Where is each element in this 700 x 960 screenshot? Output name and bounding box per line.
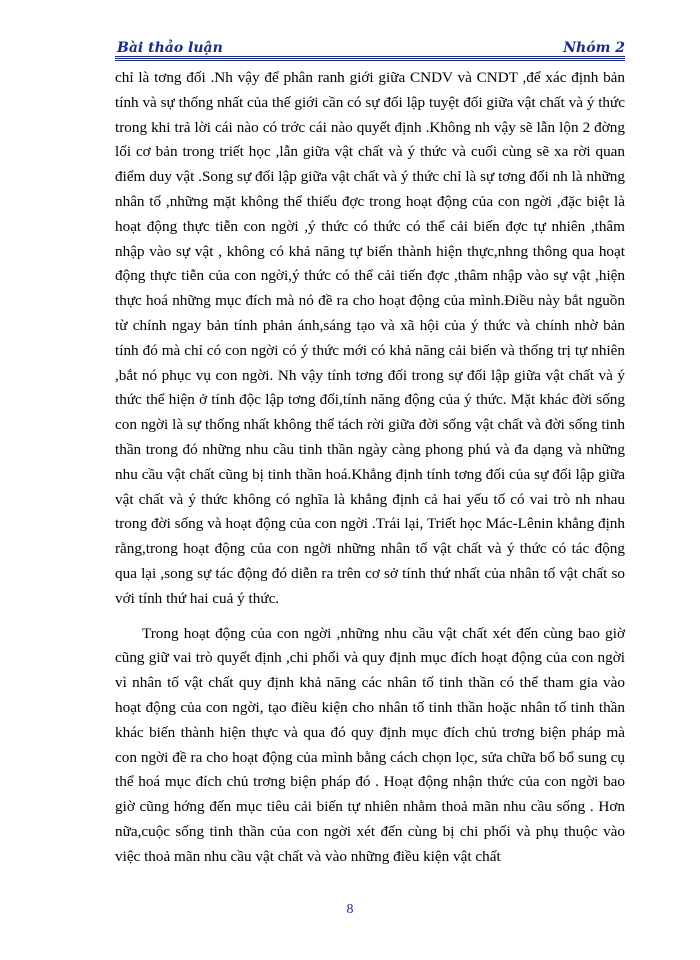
header-title-left: Bài thảo luận [117,40,223,56]
page-number: 8 [346,902,354,917]
paragraph-2: Trong hoạt động của con ngời ,những nhu cầu vật chất xét đến cùng bao giờ cũng giữ vai trò quyết định ,chi phối và quy định mục đích hoạt động của con ngời vì nhân tố vật chất quy định khả năng các nhân tố tinh thần có thể tham gia vào hoạt động của con ngời, tạo điều kiện cho nhân tố tinh thần hoặc nhân tố tinh thần khác biến thành hiện thực và qua đó quy định mục đích chủ trơng biện pháp mà con ngời đề ra cho hoạt động của mình bằng cách chọn lọc, sửa chữa bổ bổ sung cụ thể hoá mục đích chủ trơng biện pháp đó . Hoạt động nhận thức của con ngời bao giờ cũng hớng đến mục tiêu cải biến tự nhiên nhằm thoả mãn nhu cầu sống . Hơn nữa,cuộc sống tinh thần của con ngời xét đến cùng bị chi phối và phụ thuộc vào việc thoả mãn nhu cầu vật chất và vào những điều kiện vật chất [115,624,625,865]
header-divider [115,56,625,61]
paragraph-1: chỉ là tơng đối .Nh vậy để phân ranh giới giữa CNDV và CNDT ,để xác định bản tính và sự thống nhất của thế giới cần có sự đối lập tuyệt đối giữa vật chất và ý thức trong khi trả lời cái nào có trớc cái nào quyết định .Không nh vậy sẽ lẫn lộn 2 đờng lối cơ bản trong triết học ,lẫn giữa vật chất và ý thức và cuối cùng sẽ xa rời quan điểm duy vật .Song sự đối lập giữa vật chất và ý thức chỉ là sự tơng đối nh là những nhân tố ,những mặt không thể thiếu đợc trong hoạt động của con ngời ,đặc biệt là hoạt động thực tiễn con ngời ,ý thức có thức có thể cải biến đợc tự nhiên ,thâm nhập vào sự vật , không có khả năng tự biến thành hiện thực,nhng thông qua hoạt động thực tiễn của con ngời,ý thức có thể cải tiến đợc ,thâm nhập vào sự vật ,hiện thực hoá những mục đích mà nó đề ra cho hoạt động của mình.Điều này bắt nguồn từ chính ngay bản tính phản ánh,sáng tạo và xã hội của ý thức và chính nhờ bản tính đó mà chỉ có con ngời có ý thức mới có khả năng cải biến và thống trị tự nhiên ,bắt nó phục vụ con ngời. Nh vậy tính tơng đối trong sự đối lập giữa vật chất và ý thức thể hiện ở tính độc lập tơng đối,tính năng động của ý thức. Mặt khác đời sống con ngời là sự thống nhất không thể tách rời giữa đời sống vật chất và đời sống tinh thần trong đó những nhu cầu tinh thần ngày càng phong phú và đa dạng và những nhu cầu vật chất cũng bị tinh thần hoá.Khẳng định tính tơng đối của sự đối lập giữa vật chất và ý thức không có nghĩa là khẳng định cả hai yếu tố có vai trò nh nhau trong đời sống và hoạt động của con ngời .Trái lại, Triết học Mác-Lênin khẳng định rằng,trong hoạt động của con ngời những nhân tố vật chất và ý thức có tác động qua lại ,song sự tác động đó diễn ra trên cơ sở tính thứ nhất của nhân tố vật chất so với tính thứ hai cuả ý thức. [115,69,625,607]
header-title-right: Nhóm 2 [563,40,625,56]
body-text [115,66,625,880]
page-header [115,40,625,62]
